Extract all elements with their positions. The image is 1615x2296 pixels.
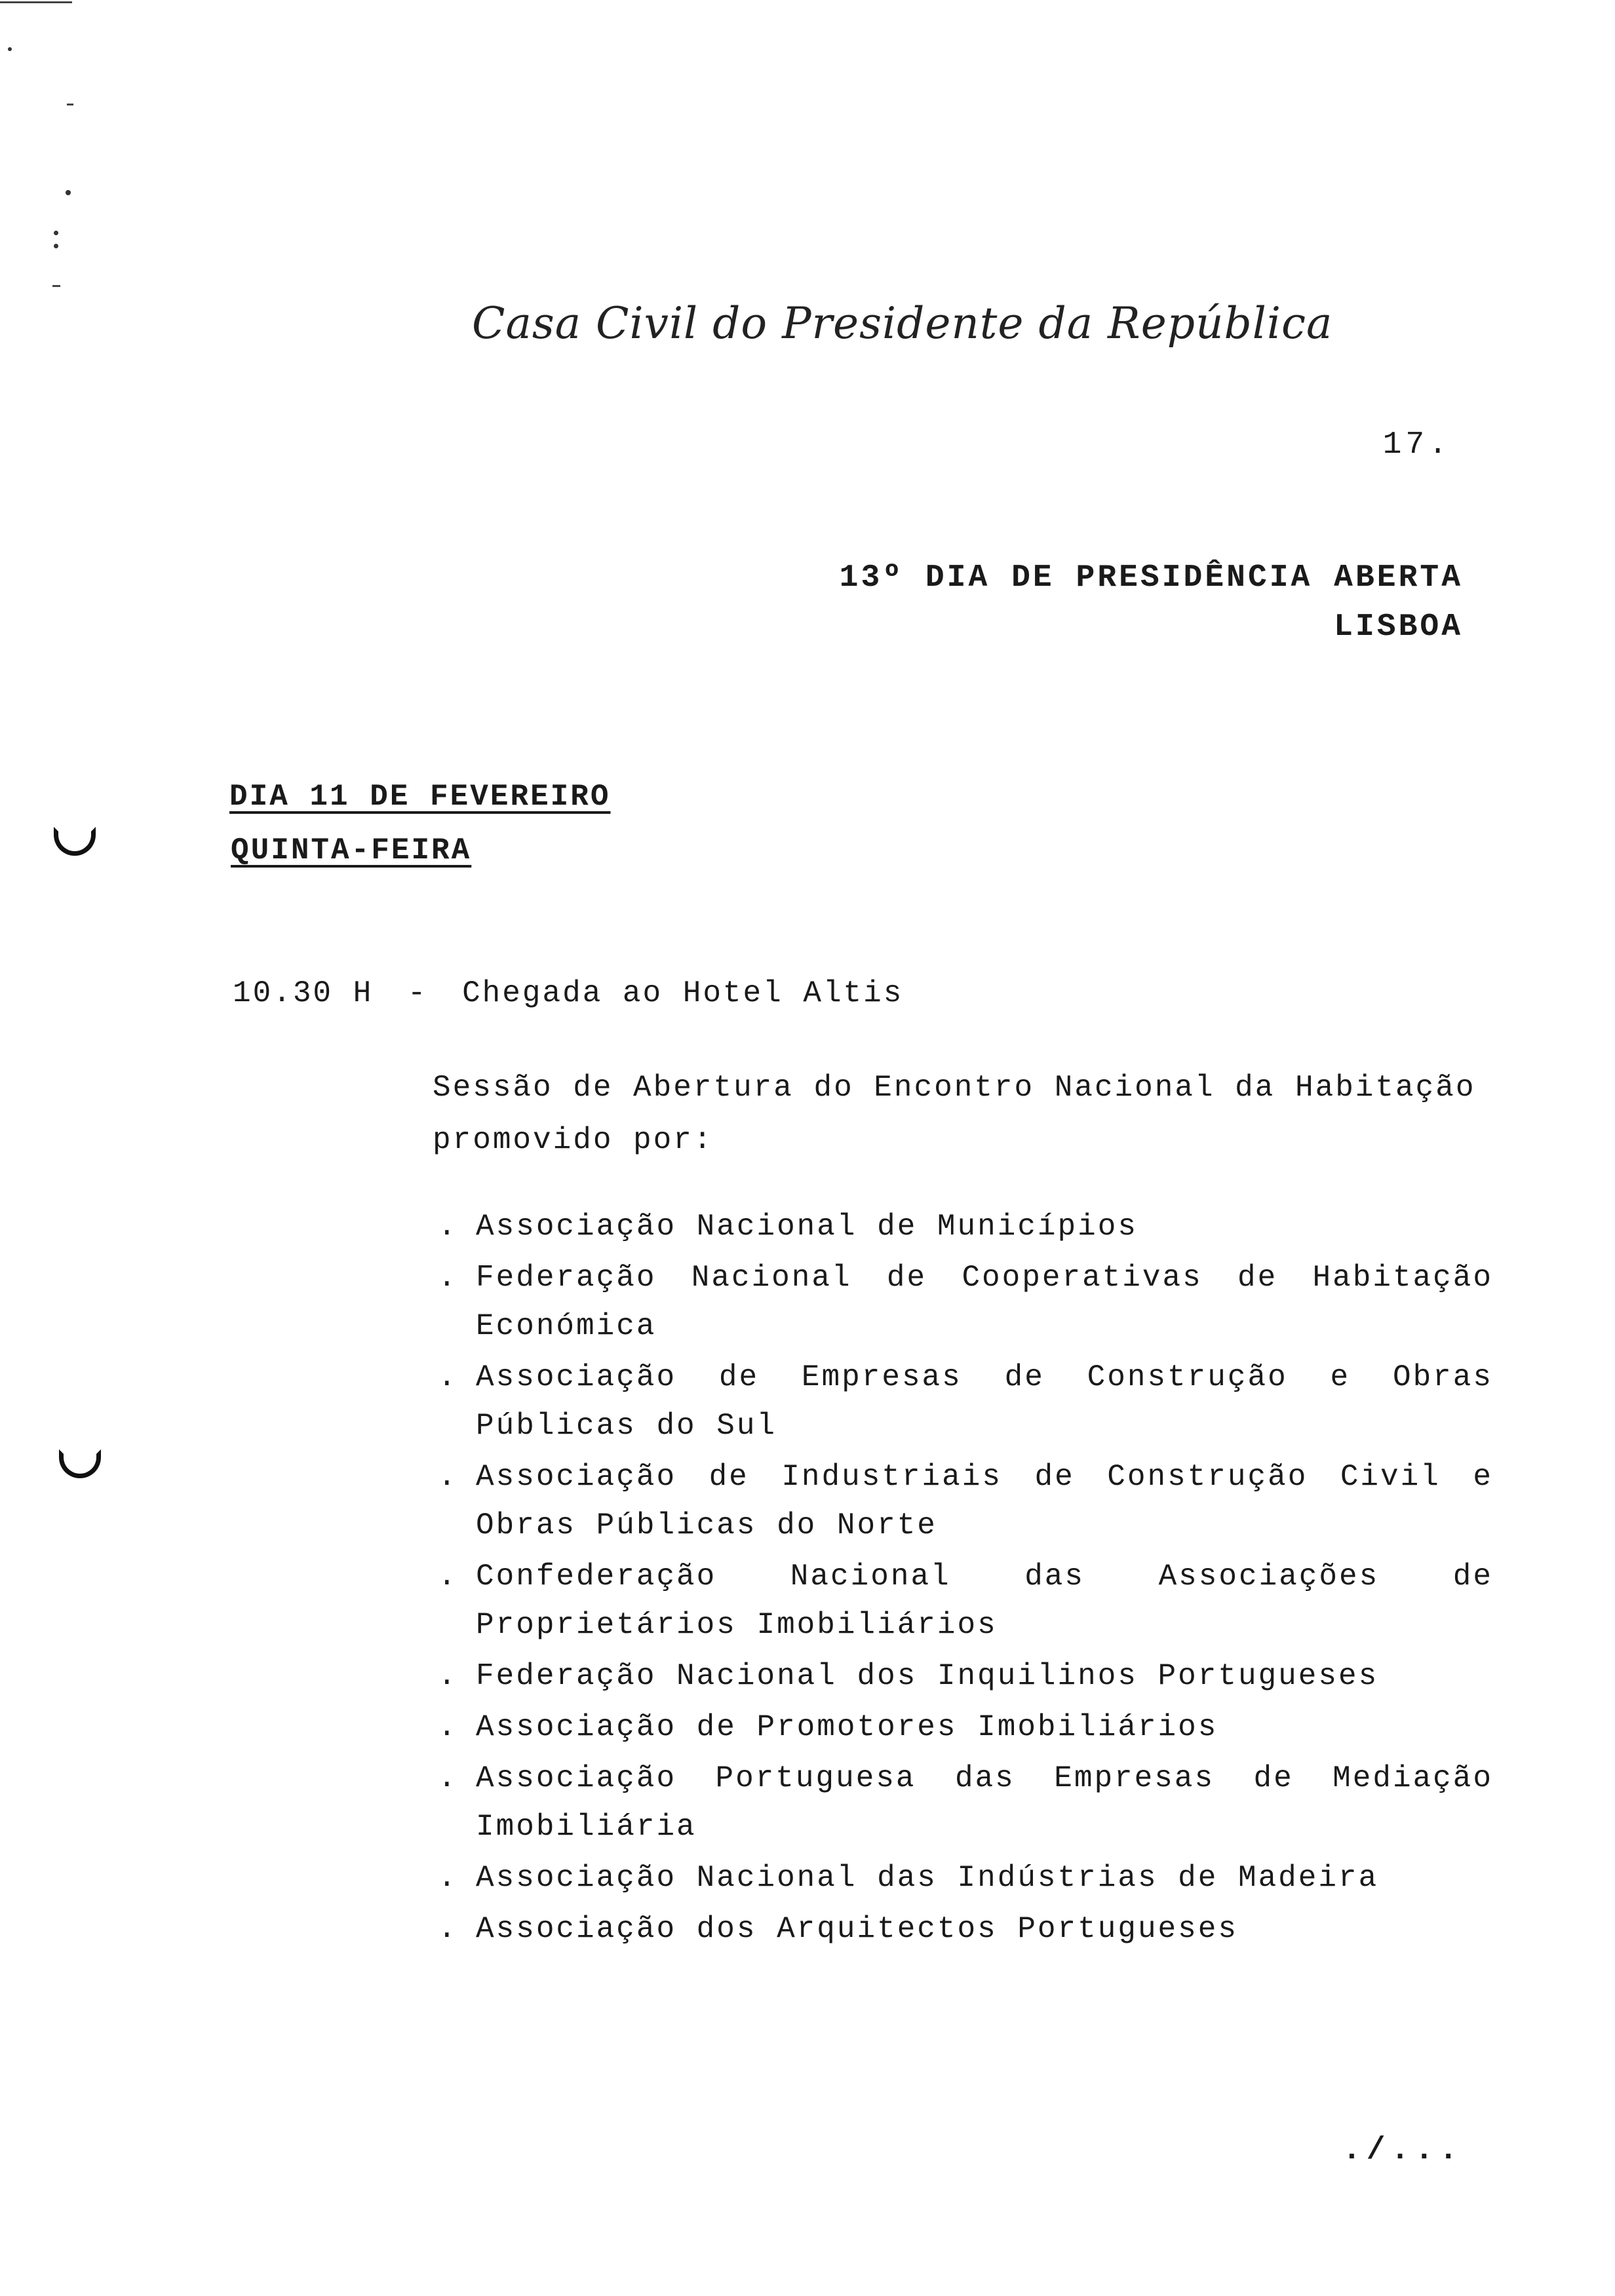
list-item: [438, 1453, 1493, 1550]
bullet: .: [438, 1912, 458, 1946]
bullet: .: [438, 1761, 458, 1795]
bullet: .: [438, 1261, 458, 1295]
scan-artifact-dot: [66, 190, 71, 195]
list-item: [438, 1905, 1493, 1953]
list-item: [438, 1652, 1493, 1700]
organization-name: Confederação Nacional das Associações de Proprietários Imobiliários: [476, 1559, 1493, 1642]
organization-name: Associação dos Arquitectos Portugueses: [476, 1912, 1238, 1946]
bullet: .: [438, 1360, 458, 1394]
event-description: [433, 1062, 1494, 1166]
continuation-marker: ./...: [1342, 2133, 1463, 2168]
scan-artifact-dot: [54, 231, 58, 235]
event-title: Chegada ao Hotel Altis: [462, 976, 904, 1010]
event-line: [233, 976, 903, 1010]
punch-hole-mark-top: [54, 827, 96, 856]
scan-artifact-dot: [8, 47, 12, 51]
organization-name: Federação Nacional dos Inquilinos Portugueses: [476, 1659, 1379, 1693]
organization-name: Associação de Empresas de Construção e Obras Públicas do Sul: [476, 1360, 1493, 1443]
event-description-text: Sessão de Abertura do Encontro Nacional da Habitação promovido por:: [433, 1071, 1476, 1157]
header-location: LISBOA: [1334, 609, 1463, 645]
date-day: DIA 11 DE FEVEREIRO: [229, 780, 611, 814]
bullet: .: [438, 1710, 458, 1744]
bullet: .: [438, 1210, 458, 1244]
organization-name: Federação Nacional de Cooperativas de Habitação Económica: [476, 1261, 1493, 1343]
list-item: [438, 1253, 1493, 1350]
organization-name: Associação de Industriais de Construção Civil e Obras Públicas do Norte: [476, 1460, 1493, 1542]
organization-name: Associação de Promotores Imobiliários: [476, 1710, 1218, 1744]
scan-artifact-dash: [67, 104, 73, 105]
list-item: [438, 1552, 1493, 1649]
scan-artifact-dot: [54, 244, 58, 248]
bullet: .: [438, 1659, 458, 1693]
scan-artifact-dash: [0, 1, 72, 3]
bullet: .: [438, 1861, 458, 1895]
scan-artifact-dash: [52, 285, 60, 287]
bullet: .: [438, 1559, 458, 1594]
organization-name: Associação Nacional de Municípios: [476, 1210, 1138, 1244]
list-item: [438, 1353, 1493, 1450]
letterhead: Casa Civil do Presidente da República: [472, 298, 1333, 349]
organization-list: [438, 1202, 1493, 1956]
date-weekday: QUINTA-FEIRA: [231, 833, 472, 868]
list-item: [438, 1202, 1493, 1251]
bullet: .: [438, 1460, 458, 1494]
organization-name: Associação Portuguesa das Empresas de Mediação Imobiliária: [476, 1761, 1493, 1844]
page-number: 17.: [1382, 427, 1451, 463]
list-item: [438, 1854, 1493, 1902]
list-item: [438, 1703, 1493, 1751]
punch-hole-mark-bottom: [59, 1449, 101, 1478]
event-time: 10.30 H: [233, 976, 374, 1010]
list-item: [438, 1754, 1493, 1851]
header-title: 13º DIA DE PRESIDÊNCIA ABERTA: [839, 560, 1463, 596]
event-separator: -: [407, 976, 428, 1010]
organization-name: Associação Nacional das Indústrias de Madeira: [476, 1861, 1379, 1895]
